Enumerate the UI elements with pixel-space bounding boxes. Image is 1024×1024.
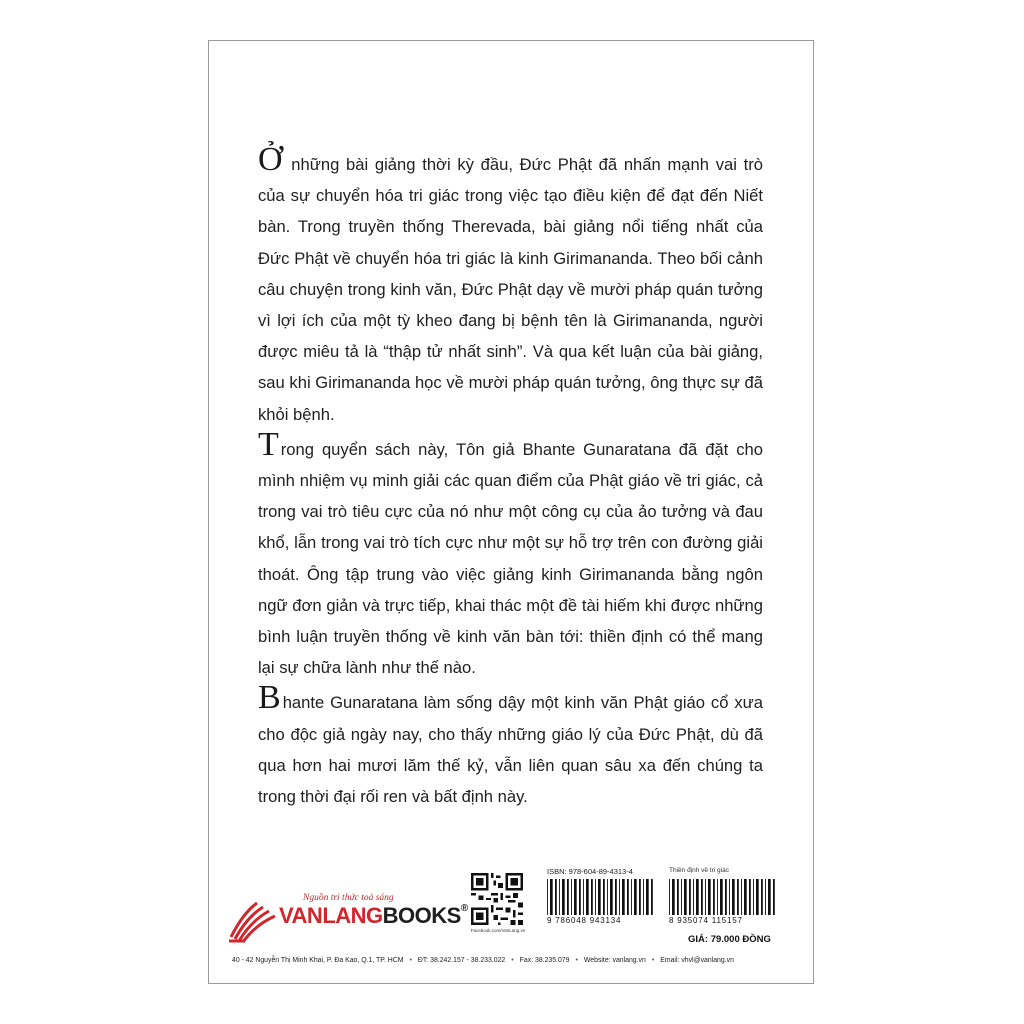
publisher-name [279,903,468,929]
publisher-name-part2: BOOKS [382,903,461,928]
price-label: GIÁ: 79.000 ĐỒNG [688,934,771,945]
publisher-address-line [232,957,792,964]
retail-barcode-icon [669,879,779,915]
isbn-label: ISBN: 978-604-89-4313-4 [547,867,633,876]
isbn-digits: 9 786048 943134 [547,916,622,925]
address-street: 40 - 42 Nguyễn Thị Minh Khai, P. Đa Kao, Q.1, TP. HCM [232,957,404,964]
blurb-paragraph-1 [258,141,763,430]
blurb-paragraph-3 [258,679,763,812]
address-email: Email: vhvl@vanlang.vn [660,957,734,964]
separator-3: • [575,957,578,964]
paragraph-3-text: hante Gunaratana làm sống dậy một kinh văn Phật giáo cổ xưa cho độc giả ngày nay, cho thấy những giáo lý của Đức Phật, dù đã qua hơn hai mươi lăm thế kỷ, vẫn liên quan sâu xa đến chúng ta trong thời đại rối ren và bất định này. [258,693,763,807]
dropcap-3: B [258,679,281,717]
address-website: Website: vanlang.vn [583,957,646,964]
publisher-logo [223,891,468,951]
isbn-barcode-icon [547,879,657,915]
publisher-tagline: Nguồn tri thức toả sáng [303,893,394,903]
retail-digits: 8 935074 115157 [669,916,743,925]
qr-code-icon [471,873,523,925]
paragraph-2-text: rong quyển sách này, Tôn giả Bhante Gunaratana đã đặt cho mình nhiệm vụ minh giải các quan điểm của Phật giáo về tri giác, cả trong vai trò tiêu cực của nó như một công cụ của ảo tưởng và đau khổ, lẫn trong vai trò tích cực như một sự hỗ trợ trên con đường giải thoát. Ông tập trung vào việc giảng kinh Girimananda bằng ngôn ngữ đơn giản và trực tiếp, khai thác một đề tài hiếm khi được những bình luận truyền thống về kinh văn bàn tới: thiền định có thể mang lại sự chữa lành như thế nào. [258,439,763,678]
blurb-paragraph-2 [258,425,763,684]
address-phone: ĐT: 38.242.157 - 38.233.022 [417,957,506,964]
back-cover [208,40,814,984]
separator-4: • [651,957,655,964]
qr-caption: Facebook.com/VanLang.vn [470,928,526,933]
publisher-name-part1: VANLANG [279,903,383,928]
address-fax: Fax: 38.235.079 [519,957,570,964]
paragraph-1-text: những bài giảng thời kỳ đầu, Đức Phật đã nhấn mạnh vai trò của sự chuyển hóa tri giác trong việc tạo điều kiện để đạt đến Niết bàn. Trong truyền thống Therevada, bài giảng nổi tiếng nhất của Đức Phật về chuyển hóa tri giác là kinh Girimananda. Theo bối cảnh câu chuyện trong kinh văn, Đức Phật dạy về mười pháp quán tưởng vì lợi ích của một tỳ kheo đang bị bệnh tên là Girimananda, người được miêu tả là “thập tử nhất sinh”. Và qua kết luận của bài giảng, sau khi Girimananda học về mười pháp quán tưởng, ông thực sự đã khỏi bệnh. [258,155,763,424]
separator-2: • [511,957,514,964]
registered-mark: ® [460,903,468,914]
dropcap-2: T [258,425,279,463]
book-title-small: Thiền định về tri giác [669,867,729,874]
separator-1: • [409,957,412,964]
blurb-text [258,141,763,816]
dropcap-1: Ở [258,141,283,178]
